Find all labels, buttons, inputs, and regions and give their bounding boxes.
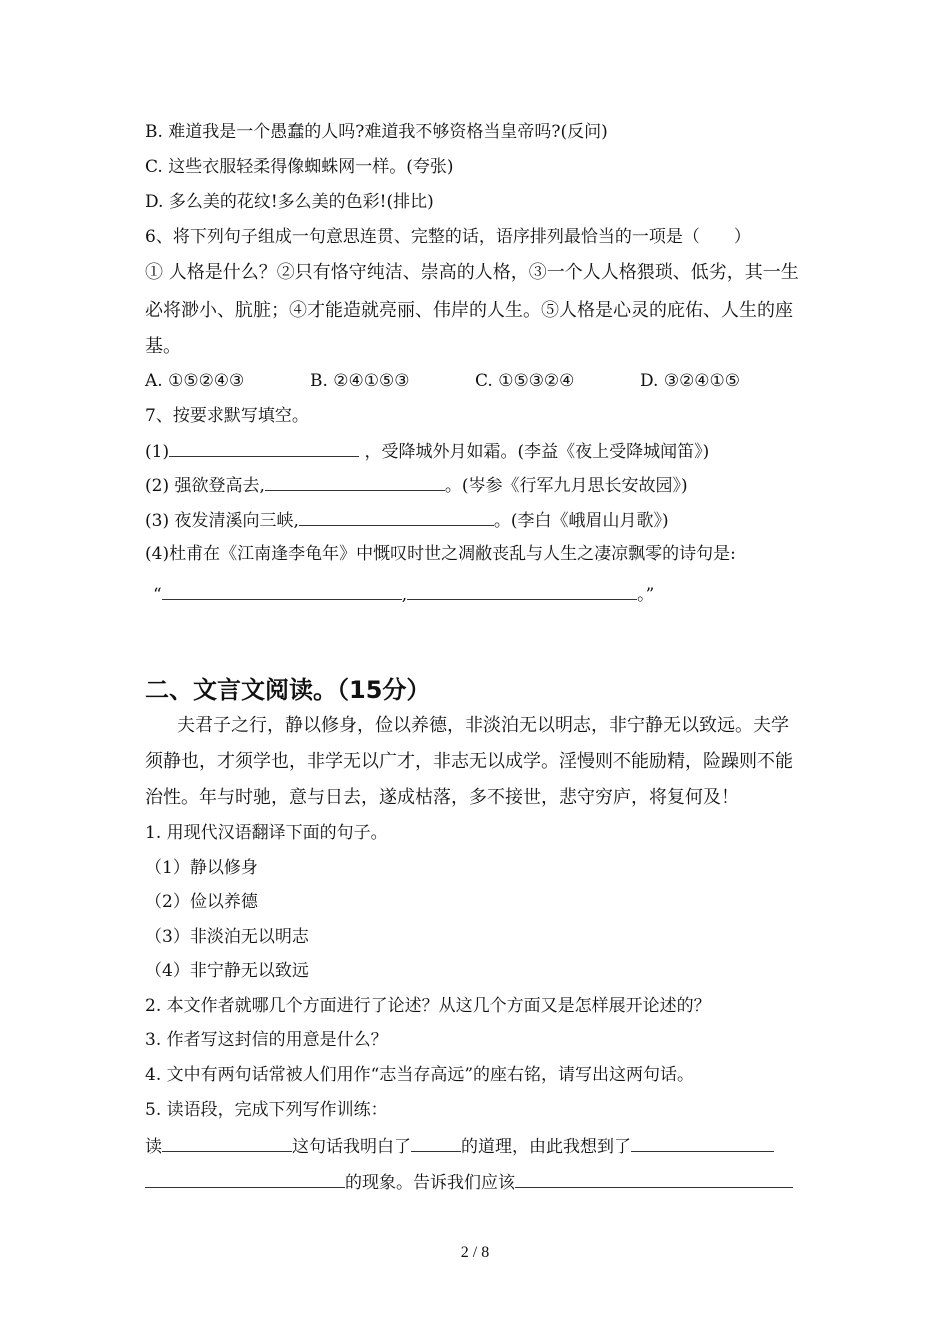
dictation-item-3 (145, 509, 810, 531)
dictation-item-1 (145, 440, 810, 462)
answer-blank[interactable] (407, 583, 637, 600)
translate-item-3: （3）非淡泊无以明志 (145, 927, 309, 947)
dictation-item-4: (4)杜甫在《江南逢李龟年》中慨叹时世之凋敝丧乱与人生之凄凉飘零的诗句是: (145, 544, 736, 564)
section-2-title: 二、文言文阅读。（15分） (145, 676, 431, 704)
comma: , (401, 585, 408, 605)
section-2-question-1: 1. 用现代汉语翻译下面的句子。 (145, 823, 388, 843)
writing-text: 读 (145, 1137, 162, 1157)
passage-line: 夫君子之行，静以修身，俭以养德，非淡泊无以明志，非宁静无以致远。夫学 (177, 715, 789, 736)
question-6-text-line: 必将渺小、肮脏；④才能造就亮丽、伟岸的人生。⑤人格是心灵的庇佑、人生的座 (145, 300, 793, 321)
answer-blank[interactable] (162, 583, 402, 600)
question-6-text-line: ① 人格是什么？②只有恪守纯洁、崇高的人格，③一个人人格猥琐、低劣，其一生 (145, 262, 799, 283)
answer-blank[interactable] (299, 509, 494, 526)
item-number: (1) (145, 442, 170, 462)
answer-blank[interactable] (411, 1135, 461, 1152)
translate-item-2: （2）俭以养德 (145, 892, 258, 912)
writing-text: 这句话我明白了 (292, 1137, 411, 1157)
option-c: C. ①⑤③②④ (475, 371, 575, 391)
writing-text: 的现象。告诉我们应该 (345, 1173, 515, 1193)
dictation-item-4-answer (145, 583, 810, 605)
question-6-stem: 6、将下列句子组成一句意思连贯、完整的话，语序排列最恰当的一项是（ ） (145, 227, 751, 247)
passage-line: 治性。年与时驰，意与日去，遂成枯落，多不接世，悲守穷庐，将复何及！ (145, 787, 739, 808)
writing-line-2 (145, 1171, 810, 1193)
close-quote: 。” (637, 585, 655, 605)
item-text: 。(李白《峨眉山月歌》) (493, 511, 669, 531)
question-6-text-line: 基。 (145, 336, 181, 357)
translate-item-1: （1）静以修身 (145, 858, 258, 878)
translate-item-4: （4）非宁静无以致远 (145, 961, 309, 981)
page-number: 2 / 8 (460, 1244, 490, 1261)
item-text: (3) 夜发清溪向三峡, (145, 511, 299, 531)
answer-blank[interactable] (631, 1135, 774, 1152)
section-2-question-2: 2. 本文作者就哪几个方面进行了论述？从这几个方面又是怎样展开论述的？ (145, 996, 711, 1016)
writing-text: 的道理，由此我想到了 (461, 1137, 631, 1157)
answer-blank[interactable] (169, 440, 359, 457)
option-d: D. 多么美的花纹!多么美的色彩!(排比) (145, 192, 434, 212)
question-6-options (145, 371, 810, 391)
dictation-item-2 (145, 474, 810, 496)
option-b: B. 难道我是一个愚蠢的人吗?难道我不够资格当皇帝吗?(反问) (145, 122, 608, 142)
option-a: A. ①⑤②④③ (145, 371, 245, 391)
answer-blank[interactable] (265, 474, 445, 491)
section-2-question-4: 4. 文中有两句话常被人们用作“志当存高远”的座右铭，请写出这两句话。 (145, 1065, 695, 1085)
item-text: (2) 强欲登高去, (145, 476, 265, 496)
question-7-stem: 7、按要求默写填空。 (145, 406, 309, 426)
passage-line: 须静也，才须学也，非学无以广才，非志无以成学。淫慢则不能励精，险躁则不能 (145, 751, 793, 772)
writing-line-1 (145, 1135, 810, 1157)
section-2-question-3: 3. 作者写这封信的用意是什么？ (145, 1030, 388, 1050)
option-c: C. 这些衣服轻柔得像蜘蛛网一样。(夸张) (145, 157, 454, 177)
answer-blank[interactable] (145, 1171, 345, 1188)
open-quote: “ (153, 585, 162, 605)
section-2-question-5: 5. 读语段，完成下列写作训练： (145, 1100, 388, 1120)
item-text: 。(岑参《行军九月思长安故园》) (444, 476, 688, 496)
answer-blank[interactable] (162, 1135, 292, 1152)
item-text: ，受降城外月如霜。(李益《夜上受降城闻笛》) (364, 442, 710, 462)
option-d: D. ③②④①⑤ (640, 371, 741, 391)
answer-blank[interactable] (515, 1171, 793, 1188)
option-b: B. ②④①⑤③ (310, 371, 410, 391)
